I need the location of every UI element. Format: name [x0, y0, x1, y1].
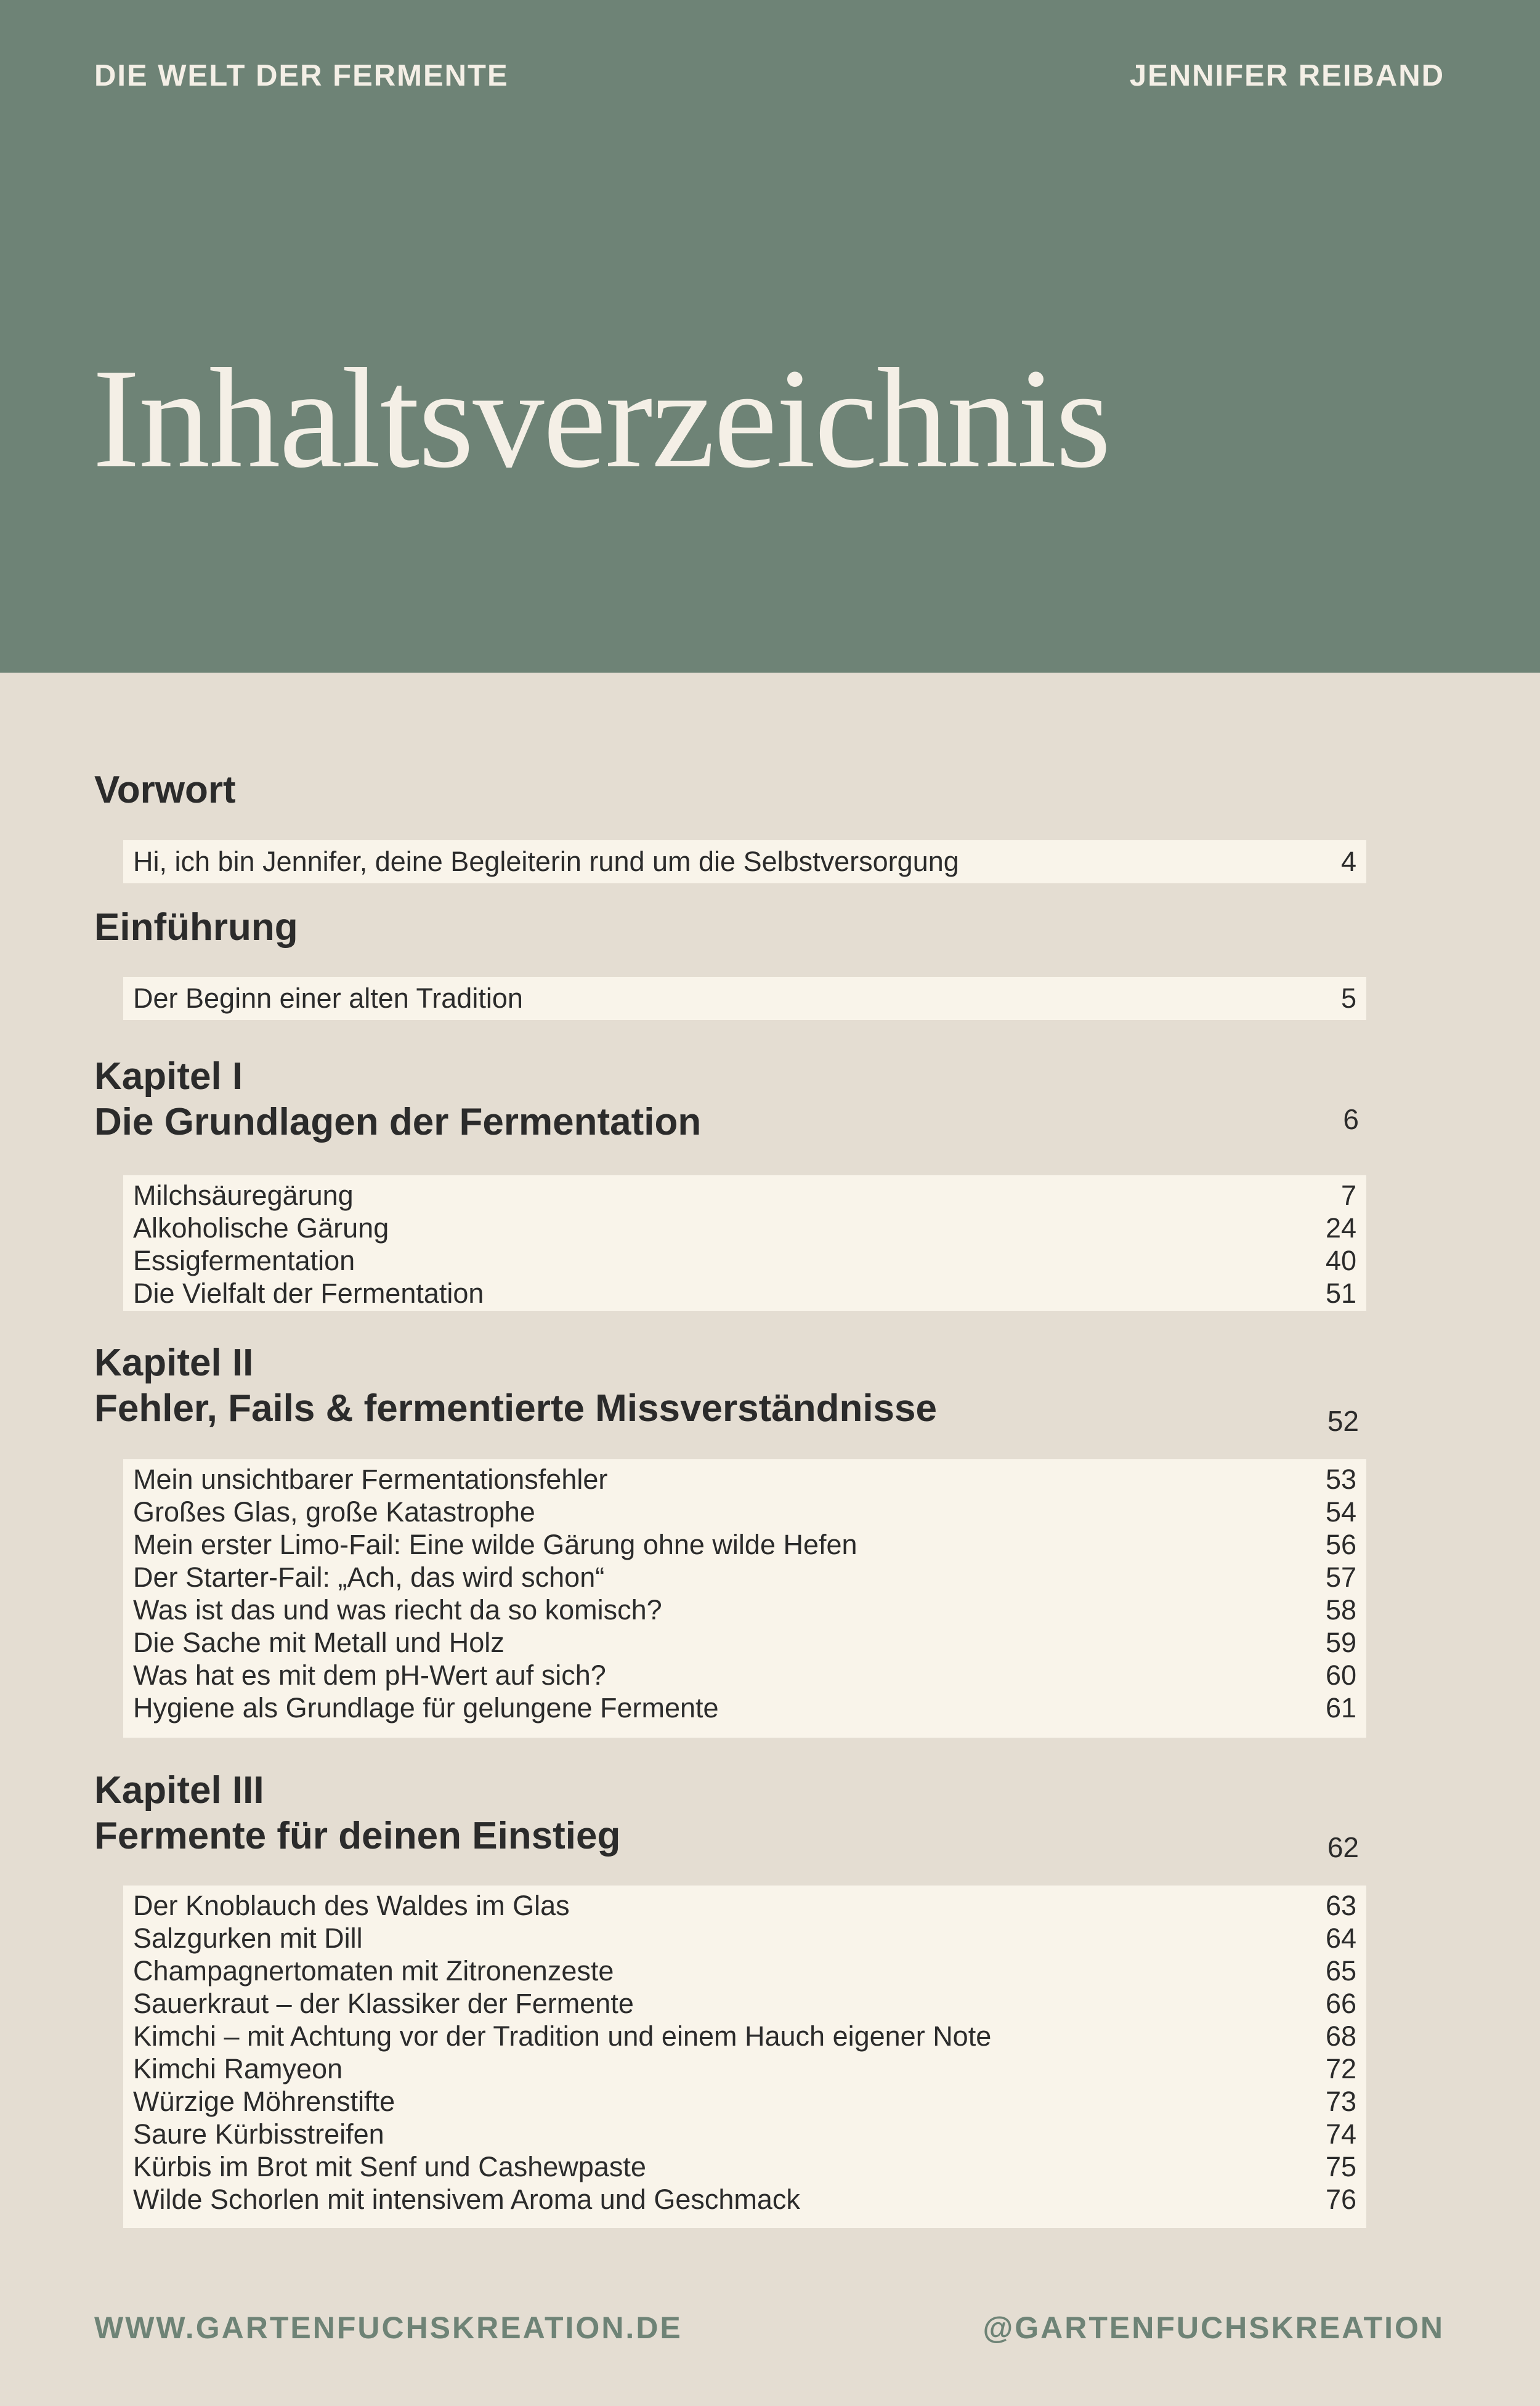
- toc-entry-label: Champagnertomaten mit Zitronenzeste: [133, 1955, 614, 1987]
- toc-box-einfuehrung: [123, 977, 1366, 1020]
- toc-entry-label: Der Starter-Fail: „Ach, das wird schon“: [133, 1561, 605, 1593]
- toc-entry-page: 24: [1325, 1212, 1356, 1244]
- toc-entry-page: 40: [1325, 1245, 1356, 1276]
- toc-entry-page: 51: [1325, 1278, 1356, 1309]
- toc-entry-label: Kimchi – mit Achtung vor der Tradition und einem Hauch eigener Note: [133, 2020, 992, 2052]
- header-banner: [0, 0, 1540, 673]
- toc-entry[interactable]: [133, 1954, 1356, 1987]
- toc-entry-label: Salzgurken mit Dill: [133, 1922, 363, 1954]
- toc-entry-page: 56: [1325, 1529, 1356, 1560]
- toc-entry-page: 76: [1325, 2184, 1356, 2215]
- toc-entry-page: 59: [1325, 1627, 1356, 1658]
- book-title: DIE WELT DER FERMENTE: [94, 59, 509, 92]
- toc-entry-page: 64: [1325, 1922, 1356, 1954]
- chapter-name: Fermente für deinen Einstieg: [94, 1815, 621, 1857]
- toc-entry[interactable]: [133, 1179, 1356, 1212]
- chapter-title-1: [94, 1054, 701, 1145]
- toc-entry-label: Die Sache mit Metall und Holz: [133, 1627, 505, 1658]
- toc-entry-page: 75: [1325, 2151, 1356, 2182]
- toc-entry[interactable]: [133, 1922, 1356, 1954]
- toc-entry-label: Hygiene als Grundlage für gelungene Fermente: [133, 1692, 719, 1723]
- chapter-name: Fehler, Fails & fermentierte Missverständnisse: [94, 1387, 937, 1430]
- toc-box-vorwort: [123, 840, 1366, 883]
- toc-entry-page: 54: [1325, 1496, 1356, 1528]
- toc-entry[interactable]: [133, 1889, 1356, 1922]
- toc-entry[interactable]: [133, 2020, 1356, 2052]
- toc-entry[interactable]: [133, 1496, 1356, 1528]
- toc-entry-label: Der Beginn einer alten Tradition: [133, 982, 523, 1014]
- toc-entry-page: 4: [1340, 846, 1356, 877]
- toc-entry[interactable]: [133, 2085, 1356, 2118]
- toc-entry[interactable]: [133, 1528, 1356, 1561]
- social-handle[interactable]: @GARTENFUCHSKREATION: [983, 2311, 1445, 2345]
- toc-entry-page: 74: [1325, 2118, 1356, 2150]
- toc-entry-page: 72: [1325, 2053, 1356, 2084]
- author-name: JENNIFER REIBAND: [1129, 59, 1445, 92]
- toc-entry-page: 68: [1325, 2020, 1356, 2052]
- toc-entry[interactable]: [133, 1594, 1356, 1626]
- toc-entry-label: Der Knoblauch des Waldes im Glas: [133, 1890, 570, 1921]
- toc-entry-label: Großes Glas, große Katastrophe: [133, 1496, 535, 1528]
- toc-entry-page: 60: [1325, 1659, 1356, 1691]
- page-title: Inhaltsverzeichnis: [92, 339, 1110, 498]
- toc-entry-label: Die Vielfalt der Fermentation: [133, 1278, 484, 1309]
- toc-entry-label: Sauerkraut – der Klassiker der Fermente: [133, 1988, 634, 2019]
- toc-entry-page: 57: [1325, 1561, 1356, 1593]
- toc-entry-label: Hi, ich bin Jennifer, deine Begleiterin rund um die Selbstversorgung: [133, 846, 959, 877]
- toc-entry[interactable]: [133, 2118, 1356, 2150]
- toc-entry[interactable]: [133, 2150, 1356, 2183]
- chapter-number: Kapitel III: [94, 1769, 264, 1812]
- chapter-number: Kapitel I: [94, 1055, 243, 1098]
- toc-entry-label: Würzige Möhrenstifte: [133, 2086, 395, 2117]
- toc-entry[interactable]: [133, 1463, 1356, 1496]
- toc-entry[interactable]: [133, 1626, 1356, 1659]
- toc-entry[interactable]: [133, 1691, 1356, 1724]
- toc-entry-page: 61: [1325, 1692, 1356, 1723]
- toc-entry[interactable]: [133, 1561, 1356, 1594]
- toc-entry-label: Alkoholische Gärung: [133, 1212, 389, 1244]
- toc-entry-label: Mein unsichtbarer Fermentationsfehler: [133, 1464, 608, 1495]
- toc-entry-page: 53: [1325, 1464, 1356, 1495]
- chapter-page-3: 62: [1327, 1831, 1359, 1863]
- toc-entry[interactable]: [133, 2183, 1356, 2216]
- toc-entry[interactable]: [133, 982, 1356, 1015]
- toc-entry-page: 73: [1325, 2086, 1356, 2117]
- section-title-vorwort: Vorwort: [94, 769, 236, 811]
- toc-entry-label: Kimchi Ramyeon: [133, 2053, 343, 2084]
- toc-entry[interactable]: [133, 845, 1356, 878]
- chapter-title-3: [94, 1768, 620, 1859]
- website-link[interactable]: WWW.GARTENFUCHSKREATION.DE: [94, 2311, 683, 2345]
- toc-entry-label: Mein erster Limo-Fail: Eine wilde Gärung ohne wilde Hefen: [133, 1529, 857, 1560]
- chapter-name: Die Grundlagen der Fermentation: [94, 1101, 702, 1143]
- toc-entry[interactable]: [133, 1659, 1356, 1691]
- chapter-title-2: [94, 1340, 937, 1432]
- toc-entry-label: Essigfermentation: [133, 1245, 355, 1276]
- toc-box-kapitel-2: [123, 1459, 1366, 1738]
- chapter-number: Kapitel II: [94, 1342, 254, 1384]
- toc-entry-label: Milchsäuregärung: [133, 1180, 354, 1211]
- toc-entry-page: 63: [1325, 1890, 1356, 1921]
- toc-box-kapitel-1: [123, 1175, 1366, 1311]
- toc-entry-page: 7: [1340, 1180, 1356, 1211]
- toc-entry[interactable]: [133, 1987, 1356, 2020]
- toc-entry-page: 65: [1325, 1955, 1356, 1987]
- toc-entry[interactable]: [133, 2052, 1356, 2085]
- toc-entry-page: 66: [1325, 1988, 1356, 2019]
- toc-entry-label: Saure Kürbisstreifen: [133, 2118, 384, 2150]
- toc-entry[interactable]: [133, 1244, 1356, 1277]
- chapter-page-2: 52: [1327, 1405, 1359, 1437]
- toc-box-kapitel-3: [123, 1886, 1366, 2228]
- toc-entry[interactable]: [133, 1212, 1356, 1244]
- chapter-page-1: 6: [1343, 1103, 1359, 1135]
- toc-entry[interactable]: [133, 1277, 1356, 1310]
- toc-entry-label: Wilde Schorlen mit intensivem Aroma und Geschmack: [133, 2184, 800, 2215]
- toc-entry-label: Kürbis im Brot mit Senf und Cashewpaste: [133, 2151, 646, 2182]
- section-title-einfuehrung: Einführung: [94, 906, 298, 949]
- toc-entry-label: Was hat es mit dem pH-Wert auf sich?: [133, 1659, 606, 1691]
- toc-entry-page: 58: [1325, 1594, 1356, 1626]
- toc-entry-label: Was ist das und was riecht da so komisch?: [133, 1594, 662, 1626]
- toc-entry-page: 5: [1340, 982, 1356, 1014]
